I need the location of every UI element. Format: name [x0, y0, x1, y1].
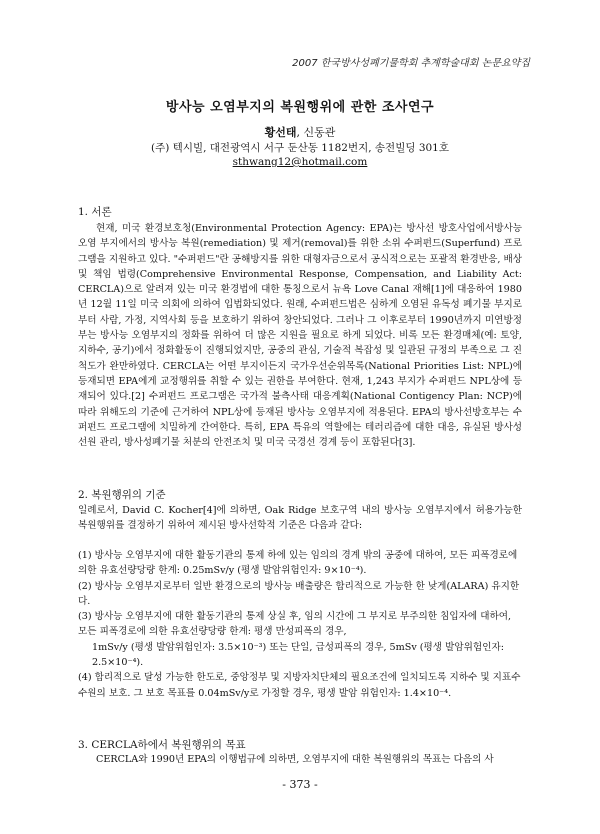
section-1-heading: 1. 서론: [78, 206, 112, 218]
paper-title: 방사능 오염부지의 복원행위에 관한 조사연구: [165, 100, 435, 115]
section-3-heading: 3. CERCLA하에서 복원행위의 목표: [78, 739, 246, 751]
criteria-item-3-cont: 1mSv/y (평생 발암위험인자: 3.5×10⁻³) 또는 단일, 급성피폭의 경우, 5mSv (평생 발암위험인자: 2.5×10⁻⁴).: [92, 641, 504, 669]
section-3-body: CERCLA와 1990년 EPA의 이행법규에 의하면, 오염부지에 대한 복원행위의 목표는 다음의 사: [96, 754, 494, 765]
section-1-body: 현재, 미국 환경보호청(Environmental Protection Agency: EPA)는 방사선 방호사업에서방사능 오염 부지에서의 방사능 복원(remediation) 및 제거(removal)를 위한 소위 수퍼펀드(Superfund) 프로그램을 지원하고 있다. "수퍼펀드"란 공해방지를 위한 대형자금으로서 공식적으로는 포괄적 환경반응, 배상 및 책임 법령(Comprehensive Environmental Response, Compensation, and Liability Act: CERCLA)으로 알려져 있는 미국 환경법에 대한 통칭으로서 뉴욕 Love Canal 재해[1]에 대응하여 1980년 12월 11일 미국 의회에 의하여 입법화되었다. 원래, 수퍼펀드법은 심하게 오염된 유독성 폐기물 부지로부터 사람, 가정, 지역사회 등을 보호하기 위하여 창안되었다. 그러나 그 이후로부터 1990년까지 미연방정부는 방사능 오염부지의 정화를 위하여 더 많은 지원을 필요로 하게 되었다. 비록 모든 환경매체(예: 토양, 지하수, 공기)에서 정화활동이 진행되었지만, 공중의 관심, 기술적 복잡성 및 일관된 규정의 부족으로 그 진척도가 완만하였다. CERCLA는 어떤 부지이든지 국가우선순위목록(National Priorities List: NPL)에 등재되면 EPA에게 교정행위를 취할 수 있는 권한을 부여한다. 현재, 1,243 부지가 수퍼펀드 NPL상에 등재되어 있다.[2] 수퍼펀드 프로그램은 국가적 불측사태 대응계획(National Contigency Plan: NCP)에 따라 위해도의 기준에 근거하여 NPL상에 등재된 방사능 오염부지에 적용된다. EPA의 방사선방호부는 수퍼펀드 프로그램에 치밀하게 간여한다. 특히, EPA 특유의 역할에는 테러리즘에 대한 대응, 유실된 방사성선원 관리, 방사성폐기물 처분의 안전조치 및 미국 국경선 경계 등이 포함된다[3].: [78, 223, 522, 449]
email: [0, 156, 600, 168]
section-2-heading: 2. 복원행위의 기준: [78, 489, 166, 501]
criteria-item-4: (4) 합리적으로 달성 가능한 한도로, 중앙정부 및 지방자치단체의 필요조건에 일치되도록 지하수 및 지표수 수원의 보호. 그 보호 목표를 0.04mSv/y로 가정할 경우, 평생 발암 위험인자: 1.4×10⁻⁴.: [78, 672, 521, 699]
criteria-item-2: (2) 방사능 오염부지로부터 일반 환경으로의 방사능 배출량은 합리적으로 가능한 한 낮게(ALARA) 유지한다.: [78, 580, 520, 607]
criteria-item-3: (3) 방사능 오염부지에 대한 활동기관의 통제 상실 후, 임의 시간에 그 부지로 부주의한 침입자에 대하여, 모든 피폭경로에 의한 유효선량당량 한계: 평생 만성피폭의 경우,: [78, 611, 512, 638]
author-main: 황선태: [264, 126, 297, 139]
affiliation: (주) 텍시빌, 대전광역시 서구 둔산동 1182번지, 송전빌딩 301호: [151, 142, 449, 154]
author-others: , 신동관: [296, 126, 336, 139]
email-link[interactable]: sthwang12@hotmail.com: [232, 156, 368, 168]
section-2-body: 일례로서, David C. Kocher[4]에 의하면, Oak Ridge 보호구역 내의 방사능 오염부지에서 허용가능한 복원행위를 결정하기 위하여 제시된 방사선학적 기준은 다음과 같다:: [78, 505, 522, 532]
criteria-list: [78, 548, 522, 701]
criteria-item-1: (1) 방사능 오염부지에 대한 활동기관의 통제 하에 있는 임의의 경계 밖의 공중에 대하여, 모든 피폭경로에 의한 유효선량당량 한계: 0.25mSv/y (평생 발암위험인자: 9×10⁻⁴).: [78, 550, 518, 577]
conference-header: 2007 한국방사성폐기물학회 추계학술대회 논문요약집: [292, 58, 530, 69]
page-number: - 373 -: [282, 778, 318, 791]
authors: [0, 124, 600, 140]
